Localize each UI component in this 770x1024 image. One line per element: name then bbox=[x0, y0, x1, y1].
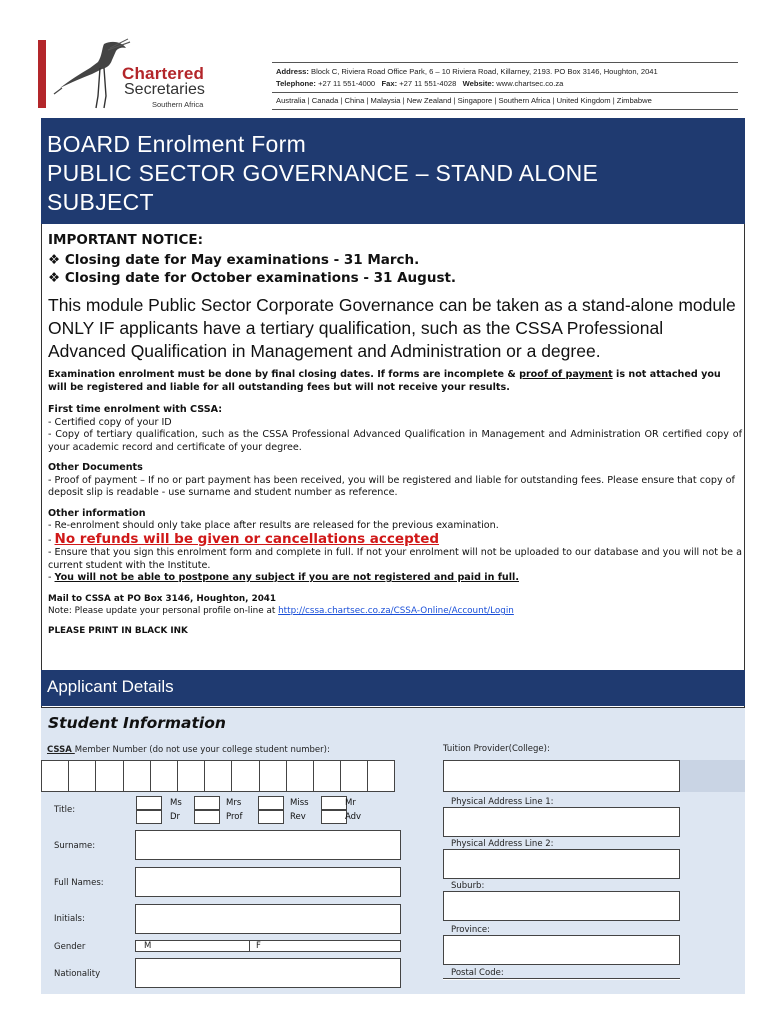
member-number-digit[interactable] bbox=[367, 760, 395, 792]
member-number-digit[interactable] bbox=[231, 760, 259, 792]
other-information-item: - Ensure that you sign this enrolment form and complete in full. If not your enrolment will not be uploaded to our database and you will not be a current student with the Institute. bbox=[48, 547, 742, 571]
member-number-digit[interactable] bbox=[204, 760, 232, 792]
mail-to: Mail to CSSA at PO Box 3146, Houghton, 2041 bbox=[48, 593, 277, 604]
gender-divider bbox=[249, 940, 250, 952]
form-title-banner bbox=[41, 118, 745, 224]
logo-text-region: Southern Africa bbox=[152, 100, 204, 109]
closing-date-may: ❖ Closing date for May examinations - 31 March. bbox=[48, 252, 420, 268]
first-time-item: - Certified copy of your ID bbox=[48, 416, 172, 428]
first-time-heading: First time enrolment with CSSA: bbox=[48, 404, 223, 415]
cssa-logo bbox=[52, 38, 252, 108]
member-number-digit[interactable] bbox=[340, 760, 368, 792]
title-dr-checkbox[interactable] bbox=[136, 810, 162, 824]
title-adv-label: Adv bbox=[345, 812, 362, 822]
form-subtitle-2: SUBJECT bbox=[47, 189, 154, 215]
address-line-2-label: Physical Address Line 2: bbox=[451, 839, 554, 849]
form-title: BOARD Enrolment Form bbox=[47, 131, 307, 157]
other-documents-item: - Proof of payment – If no or part payment has been received, you will be registered and liable for outstanding fees. Please ensure that copy of deposit slip is readable - use surname and student number as reference. bbox=[48, 474, 735, 498]
header-divider-top bbox=[272, 62, 738, 63]
contact-info bbox=[276, 66, 736, 90]
first-time-item: - Copy of tertiary qualification, such as the CSSA Professional Advanced Qualification in Management and Administration OR certified copy of your academic record and certificate of your degree. bbox=[48, 429, 742, 453]
postpone-line: - You will not be able to postpone any subject if you are not registered and paid in full. bbox=[48, 572, 519, 583]
header-divider-mid bbox=[272, 92, 738, 93]
title-mr-label: Mr bbox=[345, 798, 356, 808]
other-information-section bbox=[48, 508, 742, 585]
member-number-digit[interactable] bbox=[313, 760, 341, 792]
title-miss-label: Miss bbox=[290, 798, 309, 808]
address-line-1-field[interactable] bbox=[443, 807, 680, 837]
secretary-bird-icon bbox=[52, 38, 132, 110]
first-time-section bbox=[48, 404, 742, 454]
member-number-boxes bbox=[41, 760, 394, 792]
province-label: Province: bbox=[451, 925, 491, 935]
member-number-digit[interactable] bbox=[150, 760, 178, 792]
member-number-digit[interactable] bbox=[41, 760, 69, 792]
tuition-provider-field[interactable] bbox=[443, 760, 680, 792]
gender-field[interactable] bbox=[135, 940, 401, 952]
suburb-label: Suburb: bbox=[451, 881, 485, 891]
diamond-bullet-icon: ❖ bbox=[48, 252, 61, 268]
full-names-field[interactable] bbox=[135, 867, 401, 897]
title-rev-label: Rev bbox=[290, 812, 306, 822]
mail-section bbox=[48, 593, 742, 638]
province-field[interactable] bbox=[443, 935, 680, 965]
notice-section bbox=[48, 232, 742, 637]
title-label: Title: bbox=[54, 805, 76, 815]
member-number-label: CSSA Member Number (do not use your college student number): bbox=[47, 745, 330, 755]
other-information-item: - Re-enrolment should only take place after results are released for the previous examination. bbox=[48, 520, 499, 531]
tuition-field-extension bbox=[680, 760, 745, 792]
gender-m-label: M bbox=[144, 941, 152, 951]
nationality-field[interactable] bbox=[135, 958, 401, 988]
no-refunds-warning: No refunds will be given or cancellations accepted bbox=[54, 530, 440, 547]
logo-text-secretaries: Secretaries bbox=[124, 81, 205, 98]
address-line-2-field[interactable] bbox=[443, 849, 680, 879]
header-divider-bottom bbox=[272, 109, 738, 110]
closing-date-october: ❖ Closing date for October examinations - 31 August. bbox=[48, 270, 457, 286]
profile-note: Note: Please update your personal profile on-line at http://cssa.chartsec.co.za/CSSA-Online/Account/Login bbox=[48, 606, 514, 616]
address-line: Address: Block C, Riviera Road Office Park, 6 – 10 Riviera Road, Killarney, 2193. PO Box 3146, Houghton, 2041 bbox=[276, 67, 658, 76]
title-rev-checkbox[interactable] bbox=[258, 810, 284, 824]
applicant-details-heading: Applicant Details bbox=[47, 677, 174, 696]
logo-red-bar bbox=[38, 40, 46, 108]
member-number-digit[interactable] bbox=[286, 760, 314, 792]
other-documents-heading: Other Documents bbox=[48, 462, 143, 473]
member-number-digit[interactable] bbox=[68, 760, 96, 792]
member-number-digit[interactable] bbox=[95, 760, 123, 792]
gender-label: Gender bbox=[54, 942, 86, 952]
title-mr-checkbox[interactable] bbox=[321, 796, 347, 810]
other-information-heading: Other information bbox=[48, 507, 146, 519]
countries-list: Australia | Canada | China | Malaysia | New Zealand | Singapore | Southern Africa | United Kingdom | Zimbabwe bbox=[276, 96, 652, 105]
surname-field[interactable] bbox=[135, 830, 401, 860]
form-subtitle: PUBLIC SECTOR GOVERNANCE – STAND ALONE bbox=[47, 160, 599, 186]
title-prof-checkbox[interactable] bbox=[194, 810, 220, 824]
initials-label: Initials: bbox=[54, 914, 85, 924]
address-line-1-label: Physical Address Line 1: bbox=[451, 797, 554, 807]
title-adv-checkbox[interactable] bbox=[321, 810, 347, 824]
phone-line: Telephone: +27 11 551-4000 Fax: +27 11 551-4028 Website: www.chartsec.co.za bbox=[276, 79, 564, 88]
initials-field[interactable] bbox=[135, 904, 401, 934]
title-ms-label: Ms bbox=[170, 798, 182, 808]
full-names-label: Full Names: bbox=[54, 878, 104, 888]
proof-of-payment-text: proof of payment bbox=[519, 369, 613, 380]
postal-code-label: Postal Code: bbox=[451, 968, 504, 978]
surname-label: Surname: bbox=[54, 841, 96, 851]
module-description: This module Public Sector Corporate Governance can be taken as a stand-alone module ONLY IF applicants have a tertiary qualification, such as the CSSA Professional Advanced Qualification in Management and Administration or a degree. bbox=[48, 295, 736, 361]
member-number-digit[interactable] bbox=[177, 760, 205, 792]
notice-heading: IMPORTANT NOTICE: bbox=[48, 232, 203, 248]
postal-code-field[interactable] bbox=[443, 978, 680, 980]
student-information-heading: Student Information bbox=[48, 714, 226, 732]
no-refunds-line: - No refunds will be given or cancellations accepted bbox=[48, 530, 440, 547]
title-miss-checkbox[interactable] bbox=[258, 796, 284, 810]
logo-text-chartered: Chartered bbox=[122, 64, 205, 83]
member-number-digit[interactable] bbox=[259, 760, 287, 792]
other-documents-section bbox=[48, 462, 742, 500]
suburb-field[interactable] bbox=[443, 891, 680, 921]
profile-link[interactable]: http://cssa.chartsec.co.za/CSSA-Online/Account/Login bbox=[278, 606, 514, 616]
title-ms-checkbox[interactable] bbox=[136, 796, 162, 810]
member-number-digit[interactable] bbox=[123, 760, 151, 792]
title-dr-label: Dr bbox=[170, 812, 181, 822]
applicant-details-banner bbox=[41, 670, 745, 706]
print-instruction: PLEASE PRINT IN BLACK INK bbox=[48, 625, 188, 636]
title-mrs-checkbox[interactable] bbox=[194, 796, 220, 810]
exam-enrolment-notice: Examination enrolment must be done by final closing dates. If forms are incomplete & proof of payment is not attached you will be registered and liable for all outstanding fees but will not receive your results. bbox=[48, 369, 721, 393]
nationality-label: Nationality bbox=[54, 969, 101, 979]
title-prof-label: Prof bbox=[226, 812, 243, 822]
postpone-warning: You will not be able to postpone any subject if you are not registered and paid in full. bbox=[54, 572, 519, 583]
diamond-bullet-icon: ❖ bbox=[48, 270, 61, 286]
gender-f-label: F bbox=[256, 941, 261, 951]
tuition-provider-label: Tuition Provider(College): bbox=[443, 744, 550, 754]
title-mrs-label: Mrs bbox=[226, 798, 242, 808]
